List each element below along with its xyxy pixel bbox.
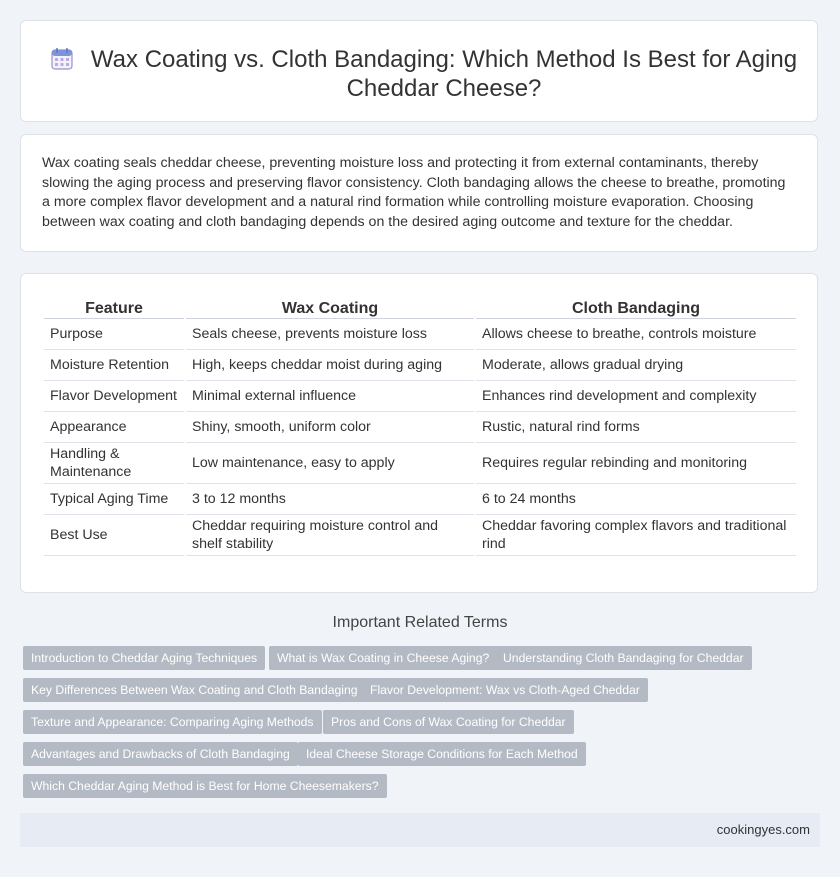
table-row <box>44 515 796 556</box>
cloth-cell: Moderate, allows gradual drying <box>476 350 796 381</box>
feature-cell: Flavor Development <box>44 381 184 412</box>
table-row <box>44 412 796 443</box>
comparison-table <box>42 296 798 556</box>
footer <box>20 813 820 847</box>
feature-cell: Best Use <box>44 515 184 556</box>
related-terms-title: Important Related Terms <box>332 614 508 631</box>
intro-paragraph: Wax coating seals cheddar cheese, preventing moisture loss and protecting it from external contaminants, thereby slowing the aging process and preserving flavor consistency. Cloth bandaging allows the cheese to breathe, promoting a more complex flavor development and a natural rind formation while controlling moisture evaporation. Choosing between wax coating and cloth bandaging depends on the desired aging outcome and texture for the cheddar. <box>42 155 786 230</box>
wax-cell: Low maintenance, easy to apply <box>186 443 474 484</box>
intro-card <box>20 134 818 252</box>
feature-cell: Handling & Maintenance <box>44 443 184 484</box>
feature-cell: Moisture Retention <box>44 350 184 381</box>
table-row <box>44 484 796 515</box>
column-header-feature: Feature <box>44 296 184 319</box>
wax-cell: Seals cheese, prevents moisture loss <box>186 319 474 350</box>
related-term-tag[interactable]: Ideal Cheese Storage Conditions for Each Method <box>298 742 586 766</box>
calendar-icon <box>50 47 74 71</box>
table-header-row <box>44 296 796 319</box>
wax-cell: Minimal external influence <box>186 381 474 412</box>
related-term-tag[interactable]: Pros and Cons of Wax Coating for Cheddar <box>323 710 574 734</box>
cloth-cell: Cheddar favoring complex flavors and traditional rind <box>476 515 796 556</box>
comparison-table-card <box>20 273 818 593</box>
cloth-cell: Requires regular rebinding and monitoring <box>476 443 796 484</box>
wax-cell: Cheddar requiring moisture control and shelf stability <box>186 515 474 556</box>
related-term-tag[interactable]: What is Wax Coating in Cheese Aging? <box>269 646 497 670</box>
table-row <box>44 443 796 484</box>
related-term-tag[interactable]: Introduction to Cheddar Aging Techniques <box>23 646 265 670</box>
related-term-tag[interactable]: Advantages and Drawbacks of Cloth Bandaging <box>23 742 298 766</box>
table-row <box>44 381 796 412</box>
table-row <box>44 319 796 350</box>
column-header-cloth-bandaging: Cloth Bandaging <box>476 296 796 319</box>
cloth-cell: Allows cheese to breathe, controls moisture <box>476 319 796 350</box>
page-title: Wax Coating vs. Cloth Bandaging: Which Method Is Best for Aging Cheddar Cheese? <box>90 46 798 102</box>
cloth-cell: 6 to 24 months <box>476 484 796 515</box>
cloth-cell: Enhances rind development and complexity <box>476 381 796 412</box>
related-term-tag[interactable]: Texture and Appearance: Comparing Aging Methods <box>23 710 322 734</box>
related-term-tag[interactable]: Understanding Cloth Bandaging for Cheddar <box>495 646 752 670</box>
wax-cell: Shiny, smooth, uniform color <box>186 412 474 443</box>
feature-cell: Appearance <box>44 412 184 443</box>
site-name[interactable]: cookingyes.com <box>716 822 810 837</box>
header-card <box>20 20 818 122</box>
column-header-wax-coating: Wax Coating <box>186 296 474 319</box>
wax-cell: High, keeps cheddar moist during aging <box>186 350 474 381</box>
cloth-cell: Rustic, natural rind forms <box>476 412 796 443</box>
feature-cell: Purpose <box>44 319 184 350</box>
table-row <box>44 350 796 381</box>
related-term-tag[interactable]: Key Differences Between Wax Coating and Cloth Bandaging <box>23 678 366 702</box>
related-term-tag[interactable]: Which Cheddar Aging Method is Best for Home Cheesemakers? <box>23 774 387 798</box>
related-term-tag[interactable]: Flavor Development: Wax vs Cloth-Aged Cheddar <box>362 678 648 702</box>
feature-cell: Typical Aging Time <box>44 484 184 515</box>
wax-cell: 3 to 12 months <box>186 484 474 515</box>
